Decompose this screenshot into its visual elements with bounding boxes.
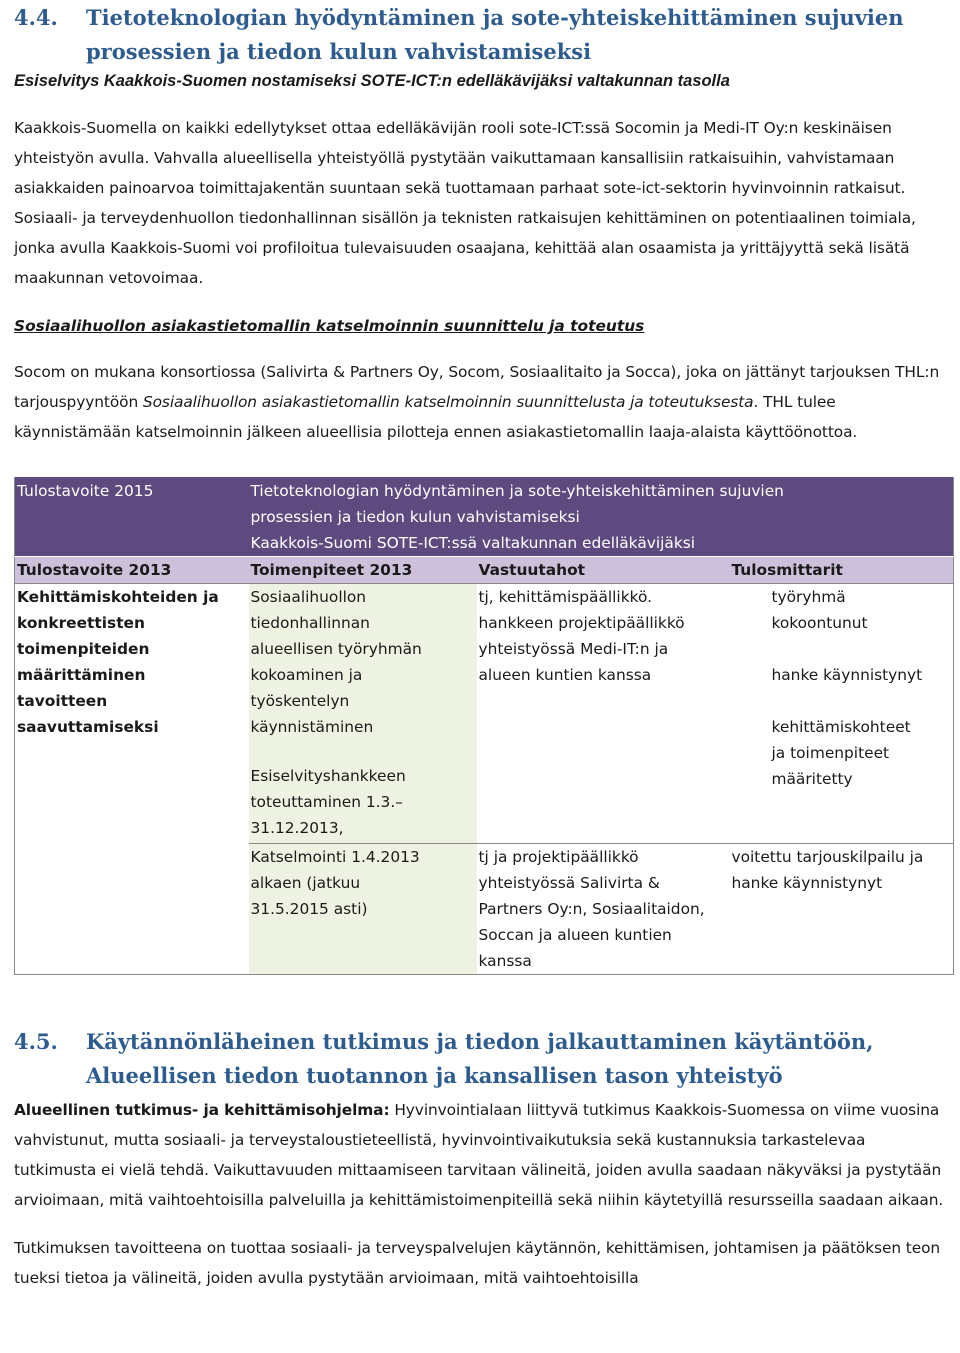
- research-goal-paragraph: Tutkimuksen tavoitteena on tuottaa sosiaali- ja terveyspalvelujen käytännön, kehittämisen, johtamisen ja päätöksen teon tueksi tietoa ja välineitä, joiden avulla pystytään arvioimaan, mitä vaihtoehtoisilla: [14, 1239, 941, 1287]
- table-row: [15, 584, 954, 844]
- consortium-text-b: . THL tulee käynnistämään katselmoinnin jälkeen alueellisia pilotteja ennen asiakastietomallin laaja-alaista käyttöönottoa.: [14, 393, 858, 441]
- goal-2015-line: prosessien ja tiedon kulun vahvistamiseksi: [250, 508, 580, 526]
- measures-cell: Katselmointi 1.4.2013 alkaen (jatkuu 31.5.2015 asti): [249, 844, 477, 975]
- intro-paragraph: Kaakkois-Suomella on kaikki edellytykset ottaa edelläkävijän rooli sote-ICT:ssä Socomin ja Medi-IT Oy:n keskinäisen yhteistyön avulla. Vahvalla alueellisella yhteistyöllä pystytään vaikuttamaan kansallisiin ratkaisuihin, vahvistamaan asiakkaiden painoarvoa toimittajakentän suuntaan sekä tuottamaan parhaat sote-ict-sektorin hyvinvoinnin ratkaisut. Sosiaali- ja terveydenhuollon tiedonhallinnan sisällön ja teknisten ratkaisujen kehittäminen on potentiaalinen toimiala, jonka avulla Kaakkois-Suomi voi profiloitua tulevaisuuden osaajana, kehittää alan osaamista ja yrittäjyyttä sekä lisätä maakunnan vetovoimaa.: [14, 119, 916, 287]
- table-header-row: [15, 557, 954, 584]
- goal-2013-cell: Kehittämiskohteiden ja konkreettisten toimenpiteiden määrittäminen tavoitteen saavuttamiseksi: [15, 584, 249, 975]
- subtitle: Esiselvitys Kaakkois-Suomen nostamiseksi SOTE-ICT:n edelläkävijäksi valtakunnan tasolla: [14, 72, 730, 90]
- document-page: [14, 0, 950, 1293]
- goal-2015-line: Kaakkois-Suomi SOTE-ICT:ssä valtakunnan edelläkävijäksi: [250, 534, 696, 552]
- research-text: Hyvinvointialaan liittyvä tutkimus Kaakkois-Suomessa on viime vuosina vahvistunut, mutta sosiaali- ja terveystaloustieteellistä, hyvinvointivaikutuksia sekä kustannuksia tarkastelevaa tutkimusta ei vielä tehdä. Vaikuttavuuden mittaamiseen tarvitaan välineitä, joiden avulla saadaan näkyväksi ja pystytään arvioimaan, mitä vaihtoehtoisilla palveluilla ja kehittämistoimenpiteillä sekä niihin käytetyillä resursseilla saadaan aikaan.: [14, 1101, 944, 1209]
- section-title: Tietoteknologian hyödyntäminen ja sote-yhteiskehittäminen sujuvien prosessien ja tiedon kulun vahvistamiseksi: [86, 5, 904, 64]
- metrics-cell: voitettu tarjouskilpailu ja hanke käynnistynyt: [730, 844, 954, 975]
- column-header: Tulostavoite 2013: [15, 557, 249, 584]
- measures-text: Sosiaalihuollon tiedonhallinnan alueellisen työryhmän kokoaminen ja työskentelyn käynnistäminen: [250, 588, 422, 736]
- column-header: Vastuutahot: [477, 557, 730, 584]
- metric-text: hanke käynnistynyt: [771, 666, 923, 684]
- consortium-text-italic: Sosiaalihuollon asiakastietomallin katselmoinnin suunnittelusta ja toteutuksesta: [142, 393, 754, 411]
- column-header: Toimenpiteet 2013: [249, 557, 477, 584]
- section-title: Käytännönläheinen tutkimus ja tiedon jalkauttaminen käytäntöön, Alueellisen tiedon tuotannon ja kansallisen tason yhteistyö: [86, 1029, 874, 1088]
- measures-text: Esiselvityshankkeen toteuttaminen 1.3.– 31.12.2013,: [250, 767, 406, 837]
- responsible-cell: tj, kehittämispäällikkö. hankkeen projektipäällikkö yhteistyössä Medi-IT:n ja alueen kuntien kanssa: [477, 584, 730, 844]
- goal-2015-text: [249, 477, 954, 557]
- section-4-5-heading: [14, 1025, 950, 1093]
- research-lead: Alueellinen tutkimus- ja kehittämisohjelma:: [14, 1101, 390, 1119]
- column-header: Tulosmittarit: [730, 557, 954, 584]
- goals-table: [14, 477, 954, 975]
- responsible-cell: tj ja projektipäällikkö yhteistyössä Salivirta & Partners Oy:n, Sosiaalitaidon, Soccan ja alueen kuntien kanssa: [477, 844, 730, 975]
- consortium-paragraph: [14, 357, 950, 447]
- metrics-cell: [730, 584, 954, 844]
- measures-cell: [249, 584, 477, 844]
- table-head-row: [15, 477, 954, 557]
- section-number: 4.5.: [14, 1029, 58, 1054]
- subsection-title: Sosiaalihuollon asiakastietomallin katselmoinnin suunnittelu ja toteutus: [14, 317, 645, 335]
- metric-text: kehittämiskohteet ja toimenpiteet määritetty: [771, 718, 911, 788]
- consortium-text-a: Socom on mukana konsortiossa (Salivirta & Partners Oy, Socom, Sosiaalitaito ja Socca), joka on jättänyt tarjouksen THL:n tarjouspyyntöön: [14, 363, 940, 411]
- goal-2015-label: Tulostavoite 2015: [15, 477, 249, 557]
- section-4-4-heading: [14, 0, 950, 69]
- section-number: 4.4.: [14, 5, 58, 30]
- metric-text: työryhmä kokoontunut: [771, 588, 868, 632]
- research-paragraph: [14, 1095, 950, 1215]
- goal-2015-line: Tietoteknologian hyödyntäminen ja sote-yhteiskehittäminen sujuvien: [250, 482, 784, 500]
